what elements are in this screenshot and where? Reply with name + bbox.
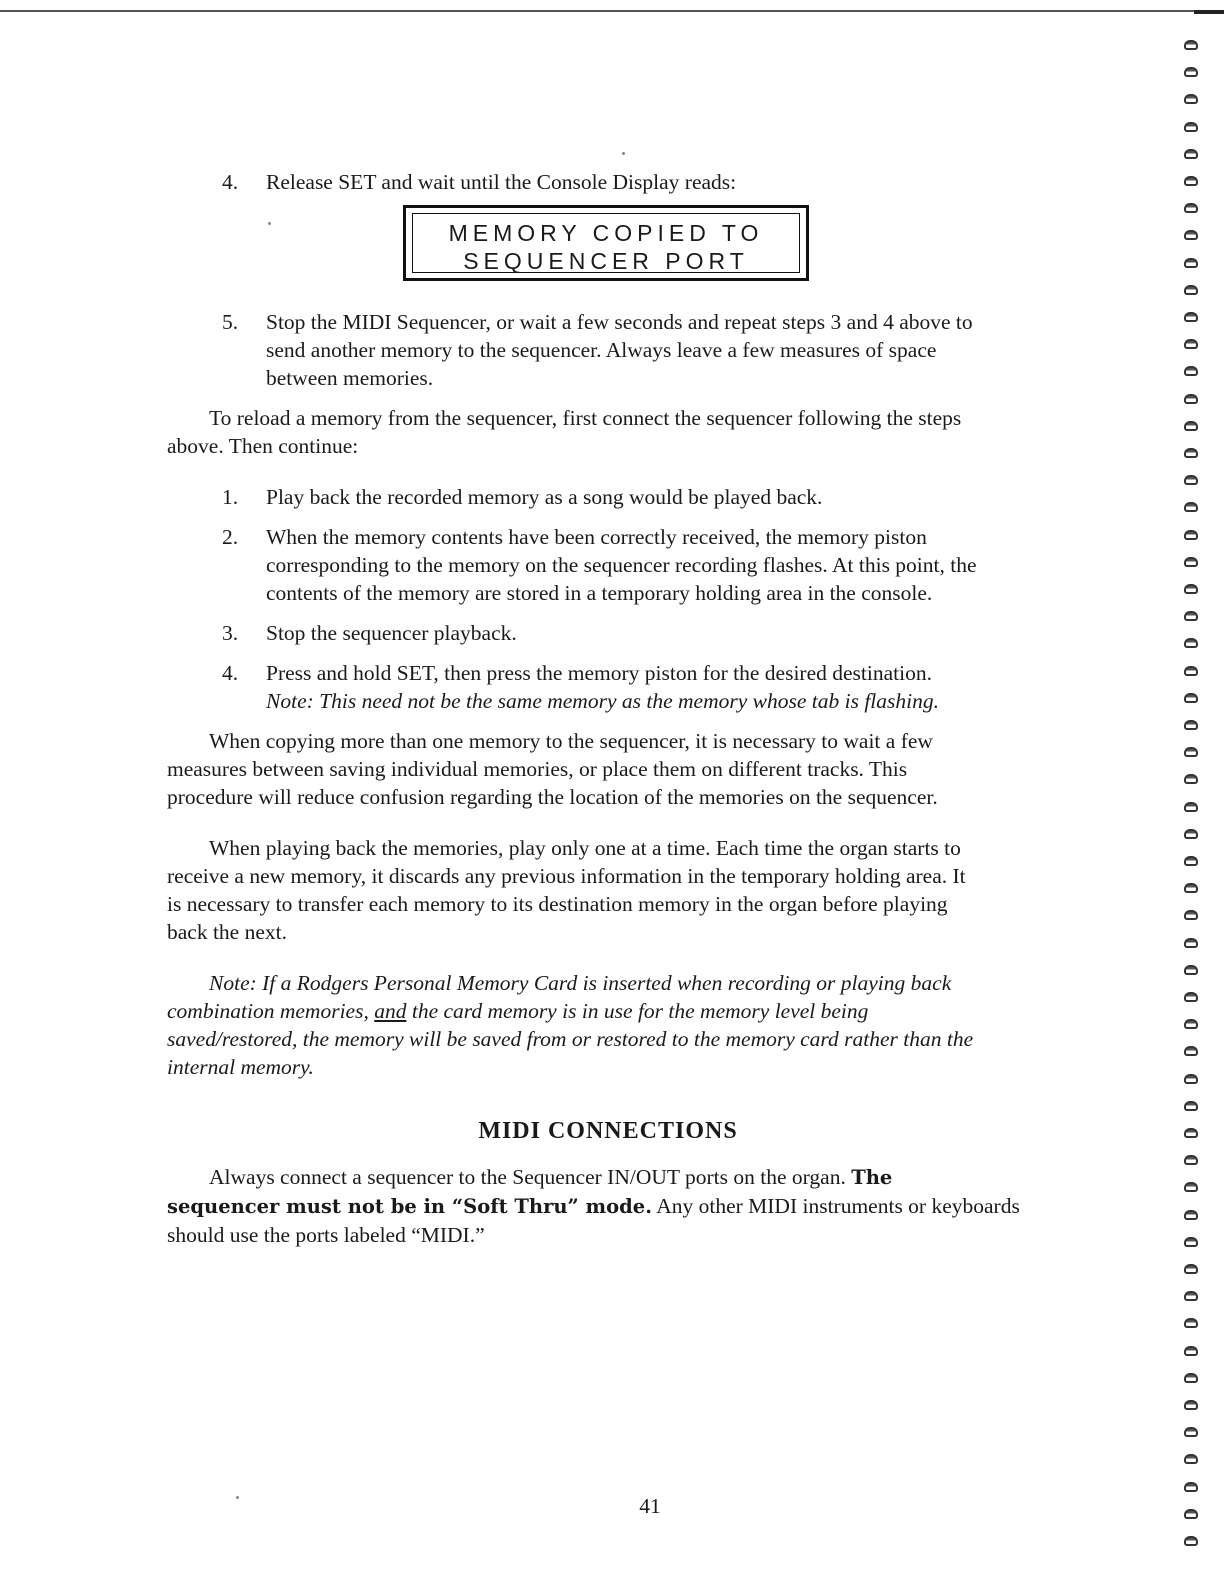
step-number: 4. — [222, 170, 239, 194]
playing-paragraph — [167, 834, 1067, 946]
binding-ring-icon — [1184, 502, 1198, 512]
step-note: Note: This need not be the same memory as the memory whose tab is flashing. — [266, 689, 939, 713]
spiral-binding — [1184, 30, 1202, 1580]
binding-ring-icon — [1184, 1318, 1198, 1328]
binding-ring-icon — [1184, 1101, 1198, 1111]
binding-ring-icon — [1184, 1400, 1198, 1410]
paragraph-line: saved/restored, the memory will be saved from or restored to the memory card rather than the — [167, 1027, 974, 1051]
scan-speck — [622, 152, 625, 155]
page-number: 41 — [639, 1494, 661, 1518]
binding-ring-icon — [1184, 910, 1198, 920]
binding-ring-icon — [1184, 1210, 1198, 1220]
binding-ring-icon — [1184, 938, 1198, 948]
binding-ring-icon — [1184, 149, 1198, 159]
bold-text: The — [851, 1166, 893, 1189]
binding-ring-icon — [1184, 122, 1198, 132]
binding-ring-icon — [1184, 530, 1198, 540]
binding-ring-icon — [1184, 1155, 1198, 1165]
binding-ring-icon — [1184, 1509, 1198, 1519]
binding-ring-icon — [1184, 1237, 1198, 1247]
underlined-word: and — [374, 999, 407, 1023]
binding-ring-icon — [1184, 1482, 1198, 1492]
step-line: Play back the recorded memory as a song would be played back. — [266, 485, 823, 509]
line-text: Always connect a sequencer to the Sequencer IN/OUT ports on the organ. — [209, 1165, 852, 1189]
scan-speck — [236, 1496, 239, 1499]
binding-ring-icon — [1184, 312, 1198, 322]
console-display-line-1: MEMORY COPIED TO — [448, 220, 764, 246]
step-text — [266, 483, 1066, 511]
step-text: Release SET and wait until the Console Display reads: — [266, 170, 737, 194]
binding-ring-icon — [1184, 774, 1198, 784]
binding-ring-icon — [1184, 829, 1198, 839]
paragraph-line — [167, 834, 1067, 862]
step-line: When the memory contents have been correctly received, the memory piston — [266, 525, 927, 549]
binding-ring-icon — [1184, 1182, 1198, 1192]
binding-ring-icon — [1184, 203, 1198, 213]
binding-ring-icon — [1184, 230, 1198, 240]
paragraph-line — [167, 997, 1067, 1025]
step-number: 2. — [222, 525, 239, 549]
step-text — [266, 659, 1066, 715]
binding-ring-icon — [1184, 94, 1198, 104]
binding-ring-icon — [1184, 720, 1198, 730]
paragraph-line: measures between saving individual memories, or place them on different tracks. This — [167, 757, 908, 781]
step-line: send another memory to the sequencer. Always leave a few measures of space — [266, 338, 937, 362]
paragraph-line: internal memory. — [167, 1055, 314, 1079]
binding-ring-icon — [1184, 1427, 1198, 1437]
binding-ring-icon — [1184, 1019, 1198, 1029]
paragraph-line: procedure will reduce confusion regarding the location of the memories on the sequencer. — [167, 785, 938, 809]
binding-ring-icon — [1184, 666, 1198, 676]
line-text: When playing back the memories, play only one at a time. Each time the organ starts to — [209, 836, 961, 860]
binding-ring-icon — [1184, 1046, 1198, 1056]
console-display-box — [403, 205, 809, 281]
step-line: Stop the sequencer playback. — [266, 621, 517, 645]
binding-ring-icon — [1184, 693, 1198, 703]
binding-ring-icon — [1184, 611, 1198, 621]
section-heading-text: MIDI CONNECTIONS — [478, 1118, 738, 1144]
binding-ring-icon — [1184, 1264, 1198, 1274]
binding-ring-icon — [1184, 557, 1198, 567]
binding-ring-icon — [1184, 176, 1198, 186]
binding-ring-icon — [1184, 1074, 1198, 1084]
reload-intro-paragraph — [167, 404, 1067, 460]
binding-ring-icon — [1184, 1346, 1198, 1356]
binding-ring-icon — [1184, 475, 1198, 485]
binding-ring-icon — [1184, 747, 1198, 757]
binding-ring-icon — [1184, 258, 1198, 268]
binding-ring-icon — [1184, 1454, 1198, 1464]
step-line: contents of the memory are stored in a temporary holding area in the console. — [266, 581, 933, 605]
paragraph-line — [167, 969, 1067, 997]
binding-ring-icon — [1184, 802, 1198, 812]
paragraph-line: above. Then continue: — [167, 434, 359, 458]
binding-ring-icon — [1184, 883, 1198, 893]
binding-ring-icon — [1184, 67, 1198, 77]
binding-ring-icon — [1184, 285, 1198, 295]
binding-ring-icon — [1184, 856, 1198, 866]
binding-ring-icon — [1184, 965, 1198, 975]
midi-connections-paragraph — [167, 1163, 1067, 1249]
paragraph-line: is necessary to transfer each memory to its destination memory in the organ before playing — [167, 892, 948, 916]
binding-ring-icon — [1184, 1536, 1198, 1546]
top-rule — [0, 10, 1206, 12]
section-heading — [0, 1118, 1224, 1145]
step-number: 1. — [222, 485, 239, 509]
paragraph-line: should use the ports labeled “MIDI.” — [167, 1223, 485, 1247]
paragraph-line — [167, 727, 1067, 755]
binding-ring-icon — [1184, 1291, 1198, 1301]
step-number: 4. — [222, 661, 239, 685]
bold-text: sequencer must not be in “Soft Thru” mode. — [167, 1195, 652, 1218]
step-line: Stop the MIDI Sequencer, or wait a few seconds and repeat steps 3 and 4 above to — [266, 310, 973, 334]
binding-ring-icon — [1184, 584, 1198, 594]
step-line: corresponding to the memory on the sequencer recording flashes. At this point, the — [266, 553, 977, 577]
line-text: combination memories, — [167, 999, 375, 1023]
paragraph-line — [167, 1192, 1067, 1221]
binding-ring-icon — [1184, 992, 1198, 1002]
scan-speck — [268, 222, 271, 225]
step-line: between memories. — [266, 366, 434, 390]
step-number: 3. — [222, 621, 239, 645]
paragraph-line — [167, 404, 1067, 432]
binding-ring-icon — [1184, 366, 1198, 376]
binding-ring-icon — [1184, 1373, 1198, 1383]
console-display-inner — [412, 213, 800, 273]
line-text: To reload a memory from the sequencer, first connect the sequencer following the steps — [209, 406, 962, 430]
line-text: When copying more than one memory to the sequencer, it is necessary to wait a few — [209, 729, 933, 753]
console-display-line-2: SEQUENCER PORT — [463, 248, 749, 274]
step-text — [266, 619, 1066, 647]
paragraph-line: receive a new memory, it discards any previous information in the temporary holding area. It — [167, 864, 966, 888]
step-text — [266, 523, 1066, 607]
memory-card-note — [167, 969, 1067, 1081]
line-text: Any other MIDI instruments or keyboards — [652, 1194, 1020, 1218]
binding-ring-icon — [1184, 394, 1198, 404]
paragraph-line — [167, 1163, 1067, 1192]
line-text: Note: If a Rodgers Personal Memory Card is inserted when recording or playing back — [209, 971, 952, 995]
step-line: Press and hold SET, then press the memory piston for the desired destination. — [266, 661, 932, 685]
binding-ring-icon — [1184, 421, 1198, 431]
binding-ring-icon — [1184, 40, 1198, 50]
line-text: the card memory is in use for the memory level being — [406, 999, 869, 1023]
paragraph-line: back the next. — [167, 920, 287, 944]
binding-ring-icon — [1184, 638, 1198, 648]
binding-ring-icon — [1184, 1128, 1198, 1138]
copying-paragraph — [167, 727, 1067, 811]
step-text — [266, 308, 1066, 392]
binding-ring-icon — [1184, 448, 1198, 458]
step-number: 5. — [222, 310, 239, 334]
binding-ring-icon — [1184, 339, 1198, 349]
